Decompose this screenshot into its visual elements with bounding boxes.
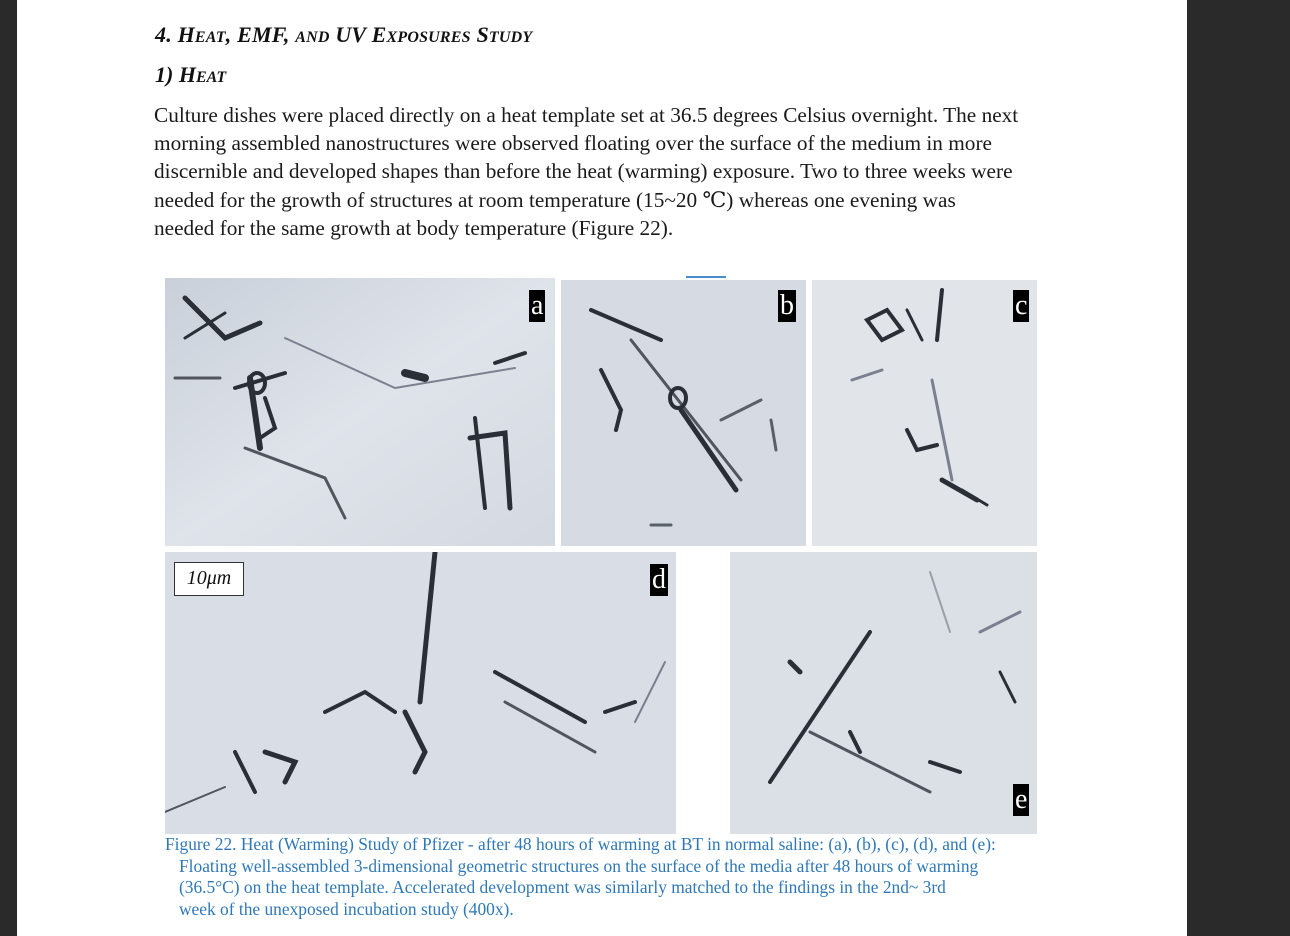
panel-label-d: d bbox=[652, 564, 666, 595]
decorative-line bbox=[686, 276, 726, 278]
panel-label-e: e bbox=[1015, 784, 1028, 815]
panel-label-b: b bbox=[780, 290, 794, 321]
figure-caption bbox=[165, 834, 1055, 921]
panel-label-a: a bbox=[531, 290, 544, 321]
paragraph-line: needed for the same growth at body temperature (Figure 22). bbox=[154, 215, 674, 240]
scale-bar: 10μm bbox=[174, 562, 244, 596]
micrograph-panel-b bbox=[561, 280, 806, 546]
caption-line: (36.5°C) on the heat template. Accelerated development was similarly matched to the findings in the 2nd~ 3rd bbox=[179, 877, 946, 898]
document-page bbox=[17, 0, 1187, 936]
body-paragraph bbox=[154, 101, 1059, 242]
caption-line: week of the unexposed incubation study (400x). bbox=[179, 899, 514, 920]
viewer-right-margin bbox=[1187, 0, 1290, 936]
viewer-left-margin bbox=[0, 0, 17, 936]
micrograph-panel-e bbox=[730, 552, 1037, 834]
section-heading: 4. HEAT, EMF, AND UV EXPOSURES STUDY bbox=[155, 22, 533, 47]
panel-label-c: c bbox=[1015, 290, 1028, 321]
paragraph-line: needed for the growth of structures at room temperature (15~20 ℃) whereas one evening was bbox=[154, 187, 956, 212]
paragraph-line: morning assembled nanostructures were observed floating over the surface of the medium in more bbox=[154, 131, 993, 156]
subsection-heading: 1) HEAT bbox=[155, 62, 227, 87]
paragraph-line: discernible and developed shapes than before the heat (warming) exposure. Two to three weeks were bbox=[154, 159, 1013, 184]
caption-line: Figure 22. Heat (Warming) Study of Pfizer - after 48 hours of warming at BT in normal saline: (a), (b), (c), (d), and (e): bbox=[165, 834, 996, 854]
caption-line: Floating well-assembled 3-dimensional geometric structures on the surface of the media after 48 hours of warming bbox=[179, 855, 979, 876]
micrograph-panel-c bbox=[812, 280, 1037, 546]
micrograph-panel-a bbox=[165, 278, 555, 546]
paragraph-line: Culture dishes were placed directly on a heat template set at 36.5 degrees Celsius overnight. The next bbox=[154, 103, 1019, 127]
